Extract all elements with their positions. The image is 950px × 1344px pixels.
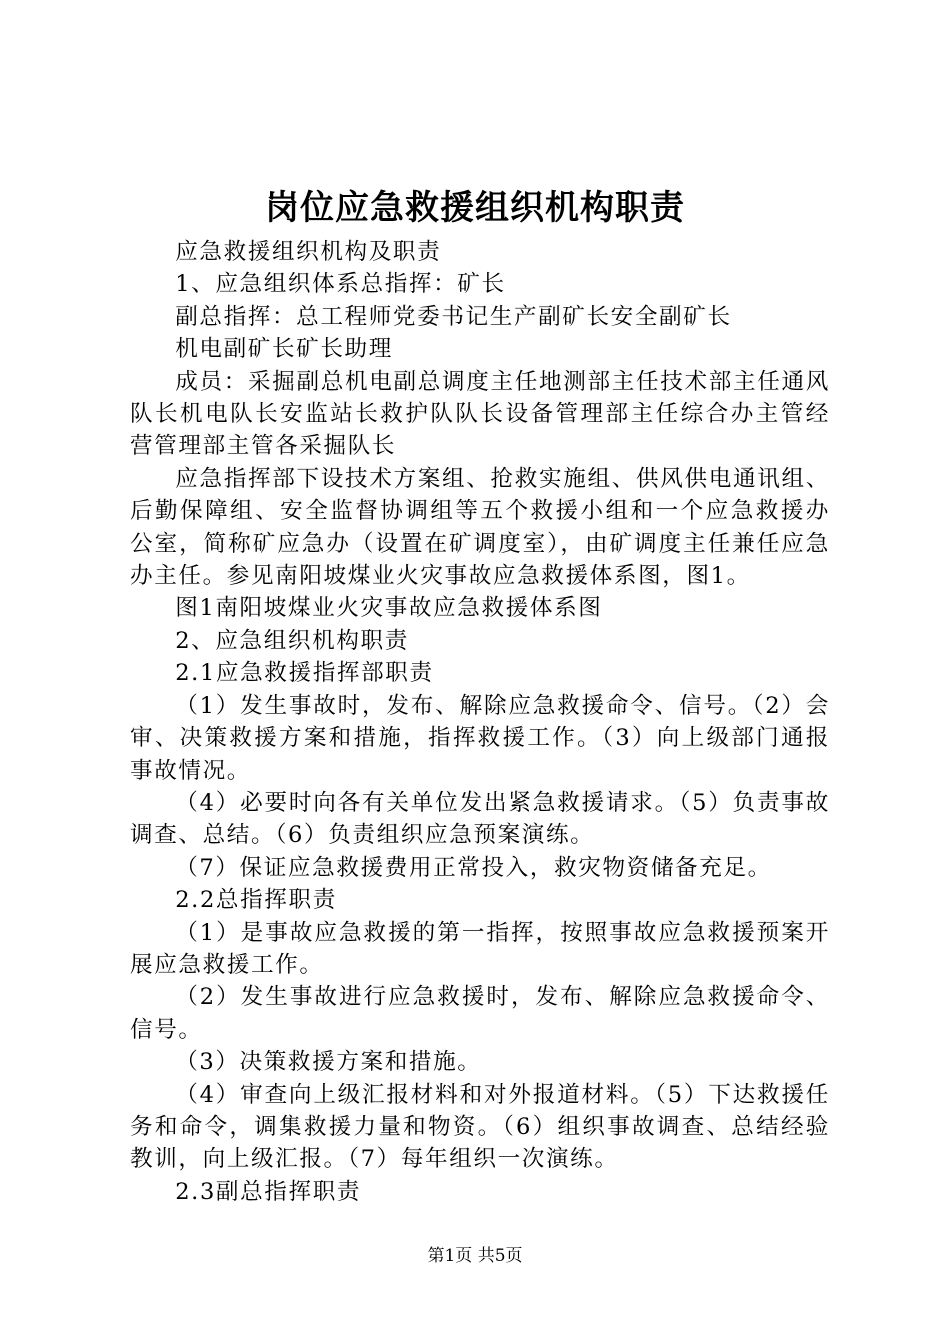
page-footer: 第1页 共5页: [427, 1246, 523, 1266]
figure-caption: 图1南阳坡煤业火灾事故应急救援体系图: [175, 595, 603, 622]
paragraph: 成员：采掘副总机电副总调度主任地测部主任技术部主任通风队长机电队长安监站长救护队队长设备管理部主任综合办主管经营管理部主管各采掘队长: [130, 368, 830, 460]
paragraph: 1、应急组织体系总指挥：矿长: [175, 271, 506, 298]
paragraph: （1）发生事故时，发布、解除应急救援命令、信号。（2）会审、决策救援方案和措施，指挥救援工作。（3）向上级部门通报事故情况。: [130, 692, 830, 784]
paragraph: （2）发生事故进行应急救援时，发布、解除应急救援命令、信号。: [130, 984, 830, 1043]
paragraph: （1）是事故应急救援的第一指挥，按照事故应急救援预案开展应急救援工作。: [130, 919, 830, 978]
paragraph: （3）决策救援方案和措施。: [175, 1049, 482, 1076]
paragraph: 副总指挥：总工程师党委书记生产副矿长安全副矿长: [175, 303, 732, 330]
document-title: 岗位应急救援组织机构职责: [265, 188, 685, 228]
paragraph: （4）审查向上级汇报材料和对外报道材料。（5）下达救援任务和命令，调集救援力量和物资。（6）组织事故调查、总结经验教训，向上级汇报。（7）每年组织一次演练。: [130, 1081, 830, 1173]
paragraph: 机电副矿长矿长助理: [175, 336, 393, 363]
subsection-heading: 2.1应急救援指挥部职责: [175, 660, 434, 687]
subsection-heading: 2.2总指挥职责: [175, 887, 337, 914]
paragraph: 应急指挥部下设技术方案组、抢救实施组、供风供电通讯组、后勤保障组、安全监督协调组等五个救援小组和一个应急救援办公室，简称矿应急办（设置在矿调度室），由矿调度主任兼任应急办主任。参见南阳坡煤业火灾事故应急救援体系图，图1。: [130, 465, 830, 590]
paragraph: （7）保证应急救援费用正常投入，救灾物资储备充足。: [175, 854, 772, 881]
document-body: [130, 236, 830, 1208]
paragraph: 应急救援组织机构及职责: [175, 239, 442, 265]
paragraph: （4）必要时向各有关单位发出紧急救援请求。（5）负责事故调查、总结。（6）负责组织应急预案演练。: [130, 789, 830, 849]
section-heading: 2、应急组织机构职责: [175, 627, 409, 654]
subsection-heading: 2.3副总指挥职责: [175, 1178, 362, 1205]
